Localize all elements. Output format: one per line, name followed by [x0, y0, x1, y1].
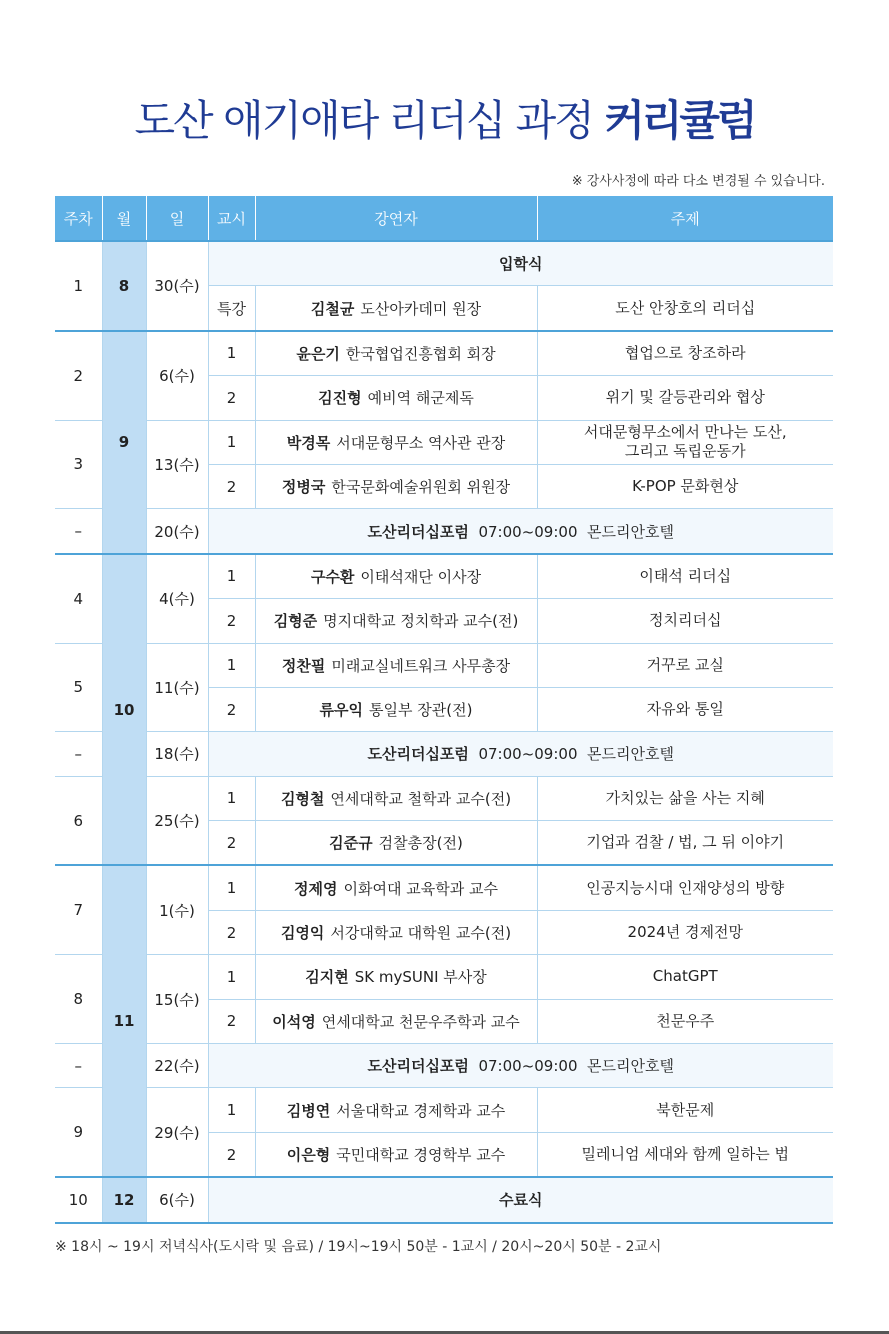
- topic-cell: 기업과 검찰 / 법, 그 뒤 이야기: [537, 821, 833, 866]
- event-label: 입학식: [499, 255, 543, 274]
- week-cell: 6: [55, 776, 102, 865]
- event-cell: [208, 1177, 833, 1222]
- speaker-role: 국민대학교 경영학부 교수: [336, 1146, 506, 1164]
- speaker-cell: [255, 420, 537, 464]
- period-cell: 1: [208, 955, 255, 999]
- month-cell: 10: [102, 554, 146, 866]
- schedule-change-note: ※ 강사사정에 따라 다소 변경될 수 있습니다.: [571, 174, 825, 189]
- topic-line: 그리고 독립운동가: [624, 442, 746, 461]
- speaker-name: 이은형: [286, 1146, 331, 1164]
- speaker-name: 구수환: [310, 567, 355, 586]
- day-cell: 6(수): [146, 331, 208, 420]
- forum-name: 도산리더십포럼: [367, 522, 469, 541]
- week-cell: 10: [55, 1177, 102, 1222]
- speaker-role: 이태석재단 이사장: [360, 567, 482, 586]
- speaker-role: 미래교실네트워크 사무총장: [331, 656, 511, 675]
- speaker-name: 정제영: [294, 879, 338, 898]
- topic-cell: 북한문제: [537, 1088, 833, 1132]
- table-row: [55, 955, 833, 999]
- topic-cell: 2024년 경제전망: [537, 910, 833, 954]
- speaker-role: 서강대학교 대학원 교수(전): [330, 924, 512, 943]
- speaker-name: 김형준: [273, 612, 318, 631]
- topic-cell: 밀레니엄 세대와 함께 일하는 법: [537, 1132, 833, 1177]
- title-regular: 도산 애기애타 리더십 과정: [134, 96, 593, 145]
- speaker-cell: [255, 955, 537, 999]
- forum-time: 07:00~09:00: [478, 522, 578, 541]
- topic-cell: 정치리더십: [537, 599, 833, 643]
- month-cell: 9: [102, 331, 146, 554]
- week-cell: –: [55, 509, 102, 554]
- period-cell: 1: [208, 643, 255, 687]
- table-row: [55, 1044, 833, 1088]
- day-cell: 22(수): [146, 1044, 208, 1088]
- day-cell: 30(수): [146, 241, 208, 331]
- forum-cell: [208, 1044, 833, 1088]
- forum-cell: [208, 732, 833, 776]
- topic-cell: 가치있는 삶을 사는 지혜: [537, 776, 833, 820]
- speaker-cell: [255, 599, 537, 643]
- day-cell: 11(수): [146, 643, 208, 732]
- topic-cell: [537, 420, 833, 464]
- speaker-name: 윤은기: [296, 344, 340, 363]
- forum-name: 도산리더십포럼: [367, 1057, 469, 1076]
- topic-cell: 위기 및 갈등관리와 협상: [537, 376, 833, 420]
- period-cell: 1: [208, 554, 255, 599]
- speaker-cell: [255, 376, 537, 420]
- day-cell: 4(수): [146, 554, 208, 643]
- header-speaker: 강연자: [255, 196, 537, 241]
- title-bold: 커리큘럼: [604, 96, 755, 145]
- speaker-role: 연세대학교 천문우주학과 교수: [321, 1012, 520, 1031]
- day-cell: 20(수): [146, 509, 208, 554]
- speaker-name: 김영익: [280, 924, 325, 943]
- day-cell: 29(수): [146, 1088, 208, 1177]
- speaker-cell: [255, 1132, 537, 1177]
- week-cell: 1: [55, 241, 102, 331]
- period-cell: 2: [208, 910, 255, 954]
- speaker-cell: [255, 776, 537, 820]
- schedule-footnote: ※ 18시 ~ 19시 저녁식사(도시락 및 음료) / 19시~19시 50분 - 1교시 / 20시~20시 50분 - 2교시: [55, 1239, 662, 1255]
- header-period: 교시: [208, 196, 255, 241]
- period-cell: 2: [208, 687, 255, 731]
- table-row: [55, 643, 833, 687]
- topic-cell: 자유와 통일: [537, 687, 833, 731]
- speaker-name: 이석영: [272, 1012, 316, 1031]
- topic-cell: 이태석 리더십: [537, 554, 833, 599]
- topic-cell: 거꾸로 교실: [537, 643, 833, 687]
- table-header-row: [55, 196, 833, 241]
- speaker-cell: [255, 643, 537, 687]
- topic-cell: 도산 안창호의 리더십: [537, 286, 833, 331]
- speaker-name: 김진형: [318, 389, 362, 408]
- speaker-role: 명지대학교 정치학과 교수(전): [323, 612, 519, 631]
- topic-cell: ChatGPT: [537, 955, 833, 999]
- table-row: [55, 1177, 833, 1222]
- speaker-name: 김준규: [329, 834, 373, 853]
- week-cell: –: [55, 732, 102, 776]
- week-cell: 7: [55, 865, 102, 954]
- speaker-role: SK mySUNI 부사장: [354, 968, 487, 987]
- speaker-cell: [255, 464, 537, 508]
- speaker-name: 정병국: [281, 478, 326, 497]
- day-cell: 18(수): [146, 732, 208, 776]
- page-title: [0, 88, 889, 148]
- speaker-cell: [255, 554, 537, 599]
- topic-cell: 인공지능시대 인재양성의 방향: [537, 865, 833, 910]
- speaker-role: 검찰총장(전): [378, 834, 463, 853]
- speaker-name: 김형철: [280, 789, 325, 808]
- forum-time: 07:00~09:00: [478, 1057, 578, 1076]
- forum-time: 07:00~09:00: [478, 745, 578, 764]
- speaker-role: 연세대학교 철학과 교수(전): [330, 789, 512, 808]
- speaker-name: 김지현: [305, 968, 349, 987]
- period-cell: 1: [208, 420, 255, 464]
- header-month: 월: [102, 196, 146, 241]
- speaker-role: 이화여대 교육학과 교수: [343, 879, 498, 898]
- period-cell: 2: [208, 1132, 255, 1177]
- speaker-name: 김철균: [310, 299, 355, 318]
- week-cell: 5: [55, 643, 102, 732]
- speaker-role: 예비역 해군제독: [367, 389, 474, 408]
- period-cell: 1: [208, 1088, 255, 1132]
- month-cell: 11: [102, 865, 146, 1177]
- period-cell: 2: [208, 821, 255, 866]
- month-cell: 12: [102, 1177, 146, 1222]
- week-cell: 9: [55, 1088, 102, 1177]
- week-cell: –: [55, 1044, 102, 1088]
- table-row: [55, 331, 833, 376]
- speaker-cell: [255, 821, 537, 866]
- speaker-cell: [255, 286, 537, 331]
- speaker-cell: [255, 331, 537, 376]
- speaker-name: 정찬필: [281, 656, 326, 675]
- forum-place: 몬드리안호텔: [587, 522, 674, 541]
- day-cell: 6(수): [146, 1177, 208, 1222]
- speaker-role: 한국협업진흥협회 회장: [345, 344, 496, 363]
- period-cell: 2: [208, 376, 255, 420]
- table-row: [55, 732, 833, 776]
- speaker-role: 통일부 장관(전): [369, 701, 473, 720]
- table-row: [55, 241, 833, 286]
- forum-place: 몬드리안호텔: [587, 1057, 674, 1076]
- topic-cell: K-POP 문화현상: [537, 464, 833, 508]
- period-cell: 1: [208, 331, 255, 376]
- topic-cell: 천문우주: [537, 999, 833, 1043]
- topic-cell: 협업으로 창조하라: [537, 331, 833, 376]
- period-cell: 2: [208, 599, 255, 643]
- table-row: [55, 1088, 833, 1132]
- forum-place: 몬드리안호텔: [587, 745, 674, 764]
- forum-name: 도산리더십포럼: [367, 745, 469, 764]
- speaker-role: 한국문화예술위원회 위원장: [331, 478, 511, 497]
- header-week: 주차: [55, 196, 102, 241]
- week-cell: 8: [55, 955, 102, 1044]
- speaker-role: 도산아카데미 원장: [360, 299, 482, 318]
- topic-line: 서대문형무소에서 만나는 도산,: [583, 423, 787, 442]
- speaker-role: 서울대학교 경제학과 교수: [336, 1101, 506, 1120]
- header-day: 일: [146, 196, 208, 241]
- table-row: [55, 865, 833, 910]
- week-cell: 2: [55, 331, 102, 420]
- speaker-name: 김병연: [286, 1101, 331, 1120]
- table-row: [55, 509, 833, 554]
- speaker-cell: [255, 865, 537, 910]
- table-row: [55, 554, 833, 599]
- day-cell: 1(수): [146, 865, 208, 954]
- period-cell: 2: [208, 464, 255, 508]
- speaker-role: 서대문형무소 역사관 관장: [336, 433, 506, 452]
- day-cell: 25(수): [146, 776, 208, 865]
- period-cell: 2: [208, 999, 255, 1043]
- speaker-cell: [255, 999, 537, 1043]
- day-cell: 13(수): [146, 420, 208, 509]
- week-cell: 4: [55, 554, 102, 643]
- period-cell: 특강: [208, 286, 255, 331]
- table-row: [55, 420, 833, 464]
- speaker-name: 류우익: [319, 701, 364, 720]
- event-label: 수료식: [499, 1191, 543, 1210]
- event-cell: [208, 241, 833, 286]
- speaker-cell: [255, 910, 537, 954]
- month-cell: 8: [102, 241, 146, 331]
- period-cell: 1: [208, 776, 255, 820]
- header-topic: 주제: [537, 196, 833, 241]
- speaker-name: 박경목: [286, 433, 331, 452]
- week-cell: 3: [55, 420, 102, 509]
- period-cell: 1: [208, 865, 255, 910]
- speaker-cell: [255, 687, 537, 731]
- forum-cell: [208, 509, 833, 554]
- curriculum-table: [55, 196, 833, 1224]
- speaker-cell: [255, 1088, 537, 1132]
- table-row: [55, 776, 833, 820]
- day-cell: 15(수): [146, 955, 208, 1044]
